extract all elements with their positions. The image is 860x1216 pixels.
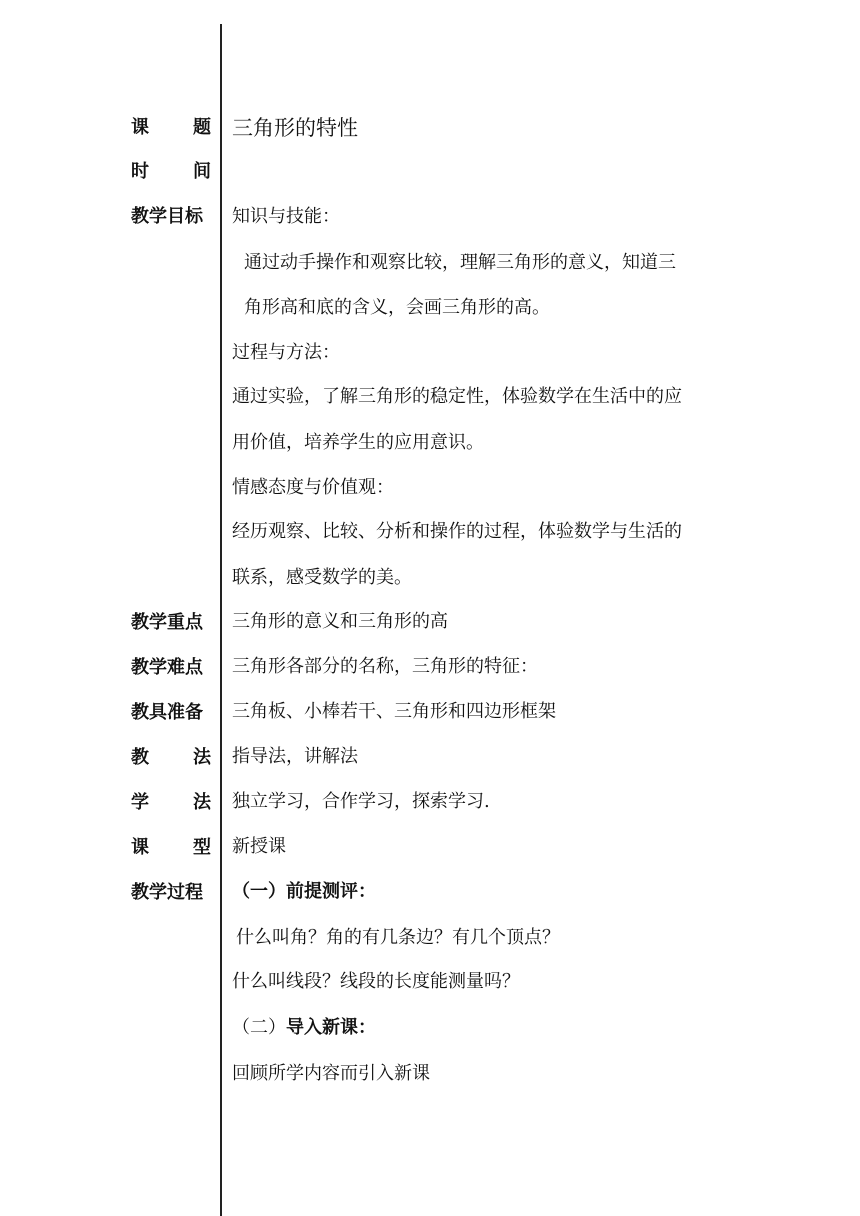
label-topic: [131, 117, 211, 139]
process-section1-question2: 什么叫线段？线段的长度能测量吗？: [232, 971, 520, 992]
label-objectives: 教学目标: [131, 206, 203, 227]
label-process: 教学过程: [131, 882, 203, 903]
label-topic-char-2: 题: [193, 117, 211, 138]
lesson-type-value: 新授课: [232, 836, 286, 857]
teaching-method-value: 指导法，讲解法: [232, 746, 358, 767]
label-time-char-2: 间: [193, 161, 211, 182]
topic-value: 三角形的特性: [232, 116, 358, 140]
label-topic-char-1: 课: [131, 117, 149, 138]
label-learning-method-char-1: 学: [131, 792, 149, 813]
label-teaching-method-char-2: 法: [193, 747, 211, 768]
objectives-emotion-line2: 联系，感受数学的美。: [232, 567, 412, 588]
label-learning-method: [131, 792, 211, 814]
column-divider: [220, 24, 222, 1216]
label-teaching-method-char-1: 教: [131, 747, 149, 768]
label-key-points: 教学重点: [131, 612, 203, 633]
process-section2-text: 回顾所学内容而引入新课: [232, 1063, 430, 1084]
learning-method-value: 独立学习，合作学习，探索学习.: [232, 791, 490, 812]
key-points-value: 三角形的意义和三角形的高: [232, 611, 448, 632]
label-time-char-1: 时: [131, 161, 149, 182]
label-lesson-type: [131, 837, 211, 859]
objectives-process-line2: 用价值，培养学生的应用意识。: [232, 432, 484, 453]
process-section1-question1: 什么叫角？角的有几条边？有几个顶点？: [236, 927, 560, 948]
materials-value: 三角板、小棒若干、三角形和四边形框架: [232, 701, 556, 722]
label-materials: 教具准备: [131, 702, 203, 723]
difficulties-value: 三角形各部分的名称，三角形的特征：: [232, 656, 538, 677]
process-section2-prefix: （二）: [232, 1017, 286, 1038]
objectives-emotion-line1: 经历观察、比较、分析和操作的过程，体验数学与生活的: [232, 521, 682, 542]
process-section2-title: 导入新课：: [286, 1017, 376, 1038]
objectives-knowledge-heading: 知识与技能：: [232, 206, 340, 227]
objectives-process-heading: 过程与方法：: [232, 342, 340, 363]
objectives-process-line1: 通过实验，了解三角形的稳定性，体验数学在生活中的应: [232, 386, 682, 407]
objectives-knowledge-line1: 通过动手操作和观察比较，理解三角形的意义，知道三: [244, 252, 676, 273]
label-time: [131, 161, 211, 183]
label-lesson-type-char-1: 课: [131, 837, 149, 858]
objectives-knowledge-line2: 角形高和底的含义，会画三角形的高。: [244, 297, 550, 318]
label-learning-method-char-2: 法: [193, 792, 211, 813]
process-section2-heading: [232, 1016, 376, 1040]
label-teaching-method: [131, 747, 211, 769]
objectives-emotion-heading: 情感态度与价值观：: [232, 477, 394, 498]
label-difficulties: 教学难点: [131, 657, 203, 678]
process-section1-heading: （一）前提测评：: [232, 881, 376, 902]
label-lesson-type-char-2: 型: [193, 837, 211, 858]
